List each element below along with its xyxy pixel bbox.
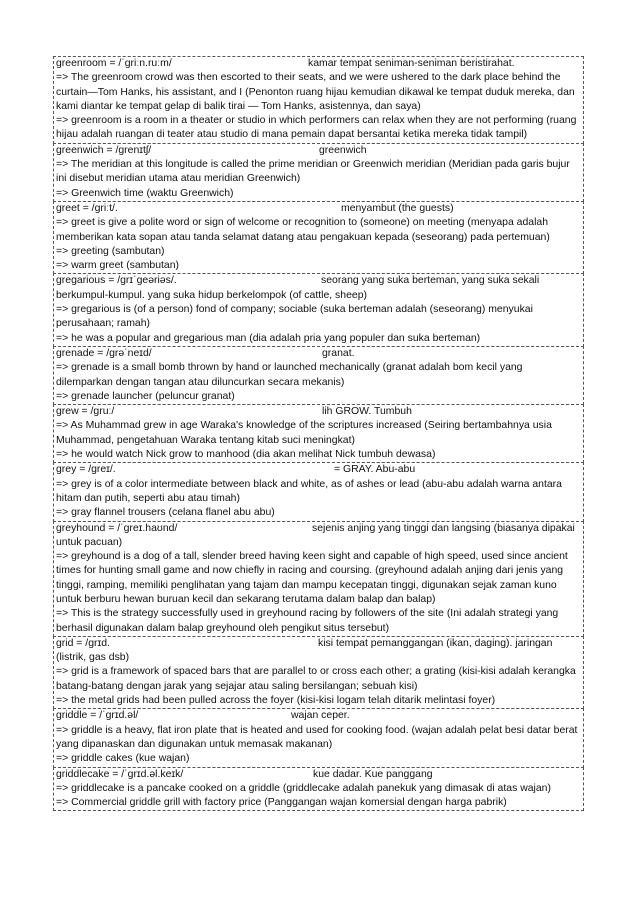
entry-headline — [56, 202, 581, 216]
entry-meaning: wajan ceper. — [291, 710, 350, 722]
entry-meaning: menyambut (the guests) — [341, 202, 454, 214]
dictionary-entry — [53, 273, 584, 346]
entry-meaning: kisi tempat pemanggangan (ikan, daging). jaringan (listrik, gas dsb) — [56, 637, 553, 664]
entry-example: => greet is give a polite word or sign of welcome or recognition to (someone) on meeting (menyapa adalah memberikan kata sopan atau tanda selamat datang atau pengakuan kepada (seseorang) pada pertemuan) — [56, 217, 550, 243]
dictionary-entry — [53, 462, 584, 521]
dictionary-entry — [53, 346, 584, 405]
entry-meaning: seorang yang suka berteman, yang suka sekali berkumpul-kumpul. yang suka hidup berkelompok (of cattle, sheep) — [56, 275, 540, 301]
entry-meaning: granat. — [322, 347, 355, 359]
dictionary-entry — [53, 521, 584, 637]
entry-example: => griddlecake is a pancake cooked on a griddle (griddlecake adalah panekuk yang dimasak di atas wajan) — [56, 782, 551, 794]
entry-example: => grid is a framework of spaced bars that are parallel to or cross each other; a grating (kisi-kisi adalah kerangka batang-batang dengan jarak yang sejajar atau saling bersilangan; sebuah kisi) — [56, 666, 576, 692]
entry-headword: grew = /ɡruː/ — [56, 406, 115, 418]
entry-example: => he would watch Nick grow to manhood (dia akan melihat Nick tumbuh dewasa) — [56, 449, 436, 461]
entry-example: => greyhound is a dog of a tall, slender breed having keen sight and capable of high speed, used since ancient times for hunting small game and now chiefly in racing and coursing. (greyhound adalah anjing dari jenis yang tinggi, ramping, memiliki penglihatan yang tajam dan mampu kecepatan tinggi, digunakan sejak zaman kuno untuk berburu hewan buruan kecil dan sekarang terutama dalam balap dan balap) — [56, 551, 568, 605]
entry-example: => greeting (sambutan) — [56, 245, 165, 257]
entry-headword: griddlecake = /ˈɡrɪd.əl.keɪk/ — [56, 768, 184, 780]
entry-headline — [56, 637, 581, 666]
entry-example: => The greenroom crowd was then escorted to their seats, and we were ushered to the dark place behind the curtain—Tom Hanks, his assistant, and I (Penonton ruang hijau kemudian dikawal ke tempat duduk mereka, dan kami diantar ke tempat gelap di balik tirai — Tom Hanks, asistennya, dan saya) — [56, 72, 575, 112]
entry-headline — [56, 57, 581, 71]
entry-example: => griddle is a heavy, flat iron plate that is heated and used for cooking food. (wajan adalah pelat besi datar berat yang dipanaskan dan digunakan untuk memasak makanan) — [56, 724, 578, 750]
dictionary-entry — [53, 56, 584, 144]
dictionary-entry — [53, 201, 584, 274]
entry-headword: greenwich = /ɡrenɪtʃ/ — [56, 144, 152, 156]
entry-headline — [56, 274, 581, 303]
dictionary-entry — [53, 708, 584, 767]
entry-example: => grenade is a small bomb thrown by hand or launched mechanically (granat adalah bom kecil yang dilemparkan dengan tangan atau diluncurkan secara mekanis) — [56, 362, 523, 388]
dictionary-entry — [53, 404, 584, 463]
entry-headword: greenroom = /ˈɡriːn.ruːm/ — [56, 58, 172, 69]
entry-meaning: lih GROW. Tumbuh — [322, 406, 412, 418]
entry-example: => greenroom is a room in a theater or studio in which performers can relax when they are not performing (ruang hijau adalah ruangan di teater atau studio di mana pemain dapat bersantai ketika mereka tidak tampil) — [56, 115, 577, 141]
entry-example: => griddle cakes (kue wajan) — [56, 753, 190, 765]
entry-example: => The meridian at this longitude is called the prime meridian or Greenwich meridian (Meridian pada garis bujur ini disebut meridian utama atau meridian Greenwich) — [56, 159, 570, 185]
entry-headline — [56, 522, 581, 551]
entry-meaning: sejenis anjing yang tinggi dan langsing (biasanya dipakai untuk pacuan) — [56, 522, 575, 548]
dictionary-sheet — [53, 57, 584, 811]
dictionary-entry — [53, 143, 584, 202]
entry-example: => gregarious is (of a person) fond of company; sociable (suka berteman adalah (seseorang) menyukai perusahaan; ramah) — [56, 304, 533, 330]
entry-example: => grenade launcher (peluncur granat) — [56, 390, 235, 402]
dictionary-entry — [53, 767, 584, 812]
entry-meaning: greenwich — [319, 144, 367, 156]
entry-meaning: = GRAY. Abu-abu — [334, 464, 416, 476]
entry-example: => he was a popular and gregarious man (dia adalah pria yang populer dan suka berteman) — [56, 332, 481, 344]
entry-headword: gregarious = /ɡrɪˈɡeəriəs/. — [56, 275, 177, 287]
entry-example: => As Muhammad grew in age Waraka's knowledge of the scriptures increased (Seiring bertambahnya usia Muhammad, pengetahuan Waraka tentang kitab suci meningkat) — [56, 420, 552, 446]
entry-headline — [56, 768, 581, 782]
entry-example: => grey is of a color intermediate between black and white, as of ashes or lead (abu-abu adalah warna antara hitam dan putih, seperti abu atau timah) — [56, 478, 562, 504]
entry-headword: grey = /ɡreɪ/. — [56, 464, 116, 476]
entry-headword: griddle = /ˈɡrɪd.əl/ — [56, 710, 139, 722]
entry-headword: greyhound = /ˈɡreɪ.haʊnd/ — [56, 522, 178, 534]
entry-example: => the metal grids had been pulled across the foyer (kisi-kisi logam telah ditarik melintasi foyer) — [56, 695, 496, 707]
entry-meaning: kamar tempat seniman-seniman beristirahat. — [308, 58, 515, 69]
entry-headline — [56, 347, 581, 361]
entry-headline — [56, 709, 581, 723]
entry-headword: greet = /ɡriːt/. — [56, 202, 118, 214]
entry-example: => gray flannel trousers (celana flanel abu abu) — [56, 507, 275, 519]
entry-example: => warm greet (sambutan) — [56, 260, 179, 272]
entry-headword: grid = /ɡrɪd. — [56, 637, 110, 649]
dictionary-entry — [53, 636, 584, 709]
entry-meaning: kue dadar. Kue panggang — [313, 768, 433, 780]
entry-headword: grenade = /ɡrəˈneɪd/ — [56, 347, 152, 359]
entry-headline — [56, 144, 581, 158]
entry-headline — [56, 463, 581, 477]
entry-headline — [56, 405, 581, 419]
entry-example: => Greenwich time (waktu Greenwich) — [56, 187, 234, 199]
entry-example: => This is the strategy successfully used in greyhound racing by followers of the site (Ini adalah strategi yang berhasil digunakan dalam balap greyhound oleh pengikut situs tersebut) — [56, 608, 559, 634]
entry-example: => Commercial griddle grill with factory price (Panggangan wajan komersial dengan harga pabrik) — [56, 797, 507, 809]
